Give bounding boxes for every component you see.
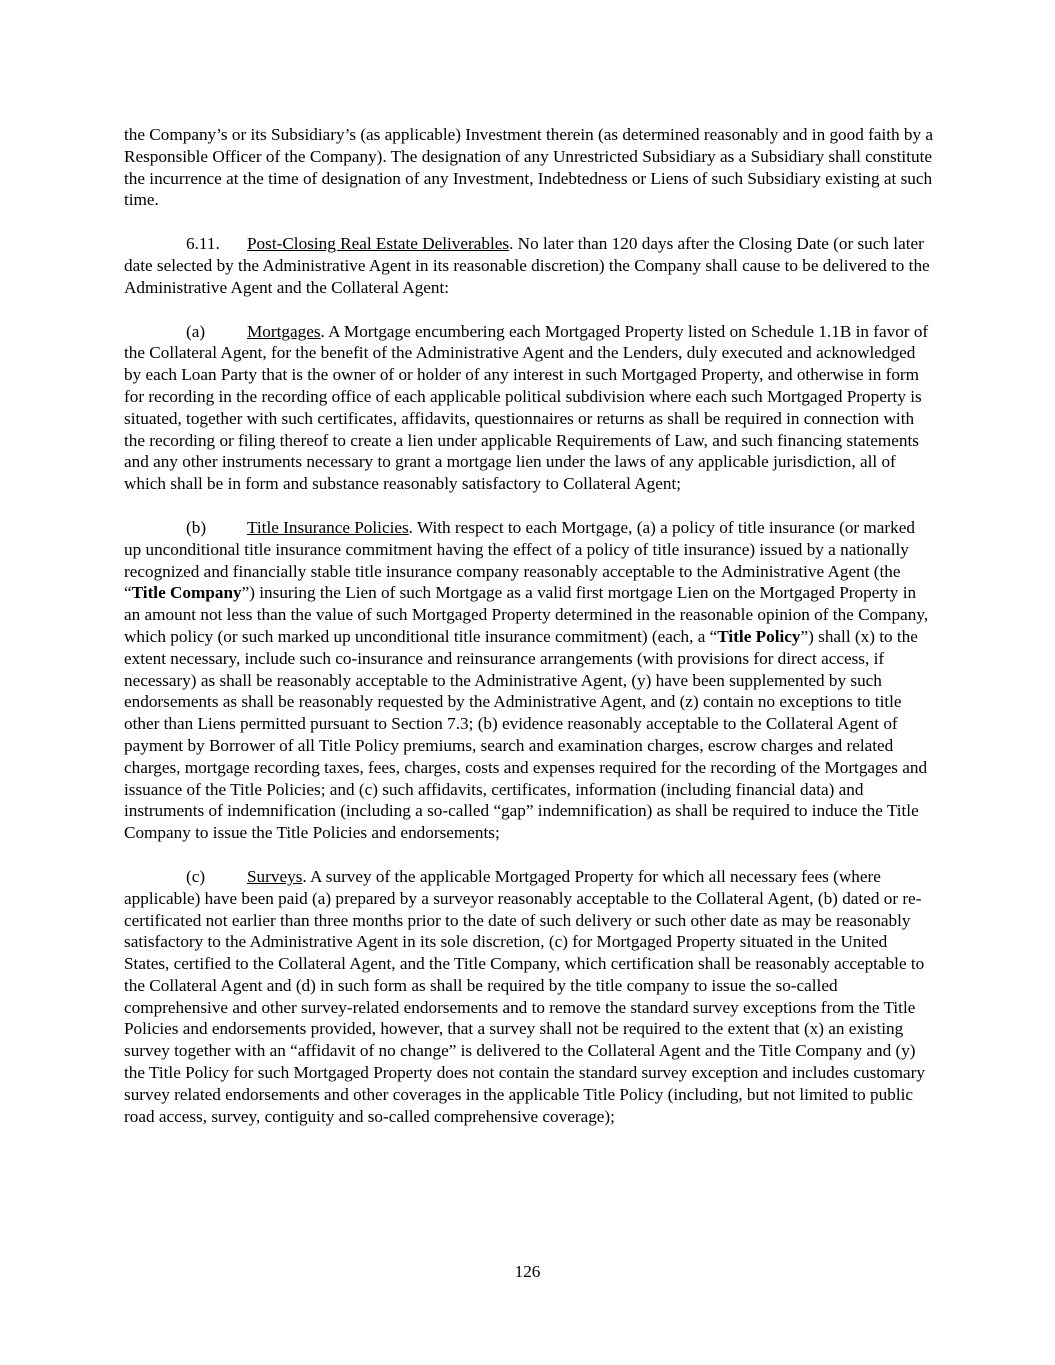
defined-term-title-policy: Title Policy	[717, 626, 801, 646]
clause-a-paragraph	[124, 321, 934, 495]
page-number: 126	[514, 1262, 541, 1281]
clause-c-paragraph	[124, 866, 934, 1128]
clause-b-text-1: . With respect to each Mortgage, (a) a policy of title insurance (or marked up unconditional title insurance commitment having the effect of a policy of title insurance) issued by a nationally recognized and financially stable title insurance company reasonably acceptable to the Administrative Agent (the “	[124, 517, 915, 603]
clause-a-text: . A Mortgage encumbering each Mortgaged Property listed on Schedule 1.1B in favor of the Collateral Agent, for the benefit of the Administrative Agent and the Lenders, duly executed and acknowledged by each Loan Party that is the owner of or holder of any interest in such Mortgaged Property, and otherwise in form for recording in the recording office of each applicable political subdivision where each such Mortgaged Property is situated, together with such certificates, affidavits, questionnaires or returns as shall be required in connection with the recording or filing thereof to create a lien under applicable Requirements of Law, and such financing statements and any other instruments necessary to grant a mortgage lien under the laws of any applicable jurisdiction, all of which shall be in form and substance reasonably satisfactory to Collateral Agent;	[124, 321, 929, 494]
clause-c-heading: Surveys	[247, 866, 303, 886]
section-number: 6.11.	[186, 234, 220, 254]
clause-a-label: (a)	[186, 321, 206, 341]
clause-b-label: (b)	[186, 517, 207, 537]
document-page	[124, 124, 934, 1149]
section-6-11-paragraph	[124, 233, 934, 298]
clause-b-text-2: ”) insuring the Lien of such Mortgage as a valid first mortgage Lien on the Mortgaged Property in an amount not less than the value of such Mortgaged Property determined in the reasonable opinion of the Company, which policy (or such marked up unconditional title insurance commitment) (each, a “	[124, 583, 929, 646]
continuation-paragraph	[124, 124, 934, 211]
clause-b-paragraph	[124, 517, 934, 844]
section-text: . No later than 120 days after the Closing Date (or such later date selected by the Administrative Agent in its reasonable discretion) the Company shall cause to be delivered to the Administrative Agent and the Collateral Agent:	[124, 234, 930, 297]
clause-a-heading: Mortgages	[247, 321, 321, 341]
clause-b-heading: Title Insurance Policies	[247, 517, 409, 537]
clause-c-text: . A survey of the applicable Mortgaged Property for which all necessary fees (where applicable) have been paid (a) prepared by a surveyor reasonably acceptable to the Collateral Agent, (b) dated or re-certificated not earlier than three months prior to the date of such delivery or such other date as may be reasonably satisfactory to the Administrative Agent in its sole discretion, (c) for Mortgaged Property situated in the United States, certified to the Collateral Agent, and the Title Company, which certification shall be reasonably acceptable to the Collateral Agent and (d) in such form as shall be required by the title company to issue the so-called comprehensive and other survey-related endorsements and to remove the standard survey exceptions from the Title Policies and endorsements provided, however, that a survey shall not be required to the extent that (x) an existing survey together with an “affidavit of no change” is delivered to the Collateral Agent and the Title Company and (y) the Title Policy for such Mortgaged Property does not contain the standard survey exception and includes customary survey related endorsements and other coverages in the applicable Title Policy (including, but not limited to public road access, survey, contiguity and so-called comprehensive coverage);	[124, 866, 925, 1126]
clause-c-label: (c)	[186, 866, 206, 886]
continuation-text: the Company’s or its Subsidiary’s (as applicable) Investment therein (as determined reasonably and in good faith by a Responsible Officer of the Company). The designation of any Unrestricted Subsidiary as a Subsidiary shall constitute the incurrence at the time of designation of any Investment, Indebtedness or Liens of such Subsidiary existing at such time.	[124, 125, 934, 210]
defined-term-title-company: Title Company	[131, 583, 242, 603]
section-heading: Post-Closing Real Estate Deliverables	[247, 234, 510, 254]
clause-b-text-3: ”) shall (x) to the extent necessary, include such co-insurance and reinsurance arrangements (with provisions for direct access, if necessary) as shall be reasonably acceptable to the Administrative Agent, (y) have been supplemented by such endorsements as shall be reasonably requested by the Administrative Agent, and (z) contain no exceptions to title other than Liens permitted pursuant to Section 7.3; (b) evidence reasonably acceptable to the Collateral Agent of payment by Borrower of all Title Policy premiums, search and examination charges, escrow charges and related charges, mortgage recording taxes, fees, charges, costs and expenses required for the recording of the Mortgages and issuance of the Title Policies; and (c) such affidavits, certificates, information (including financial data) and instruments of indemnification (including a so-called “gap” indemnification) as shall be required to induce the Title Company to issue the Title Policies and endorsements;	[124, 626, 928, 843]
